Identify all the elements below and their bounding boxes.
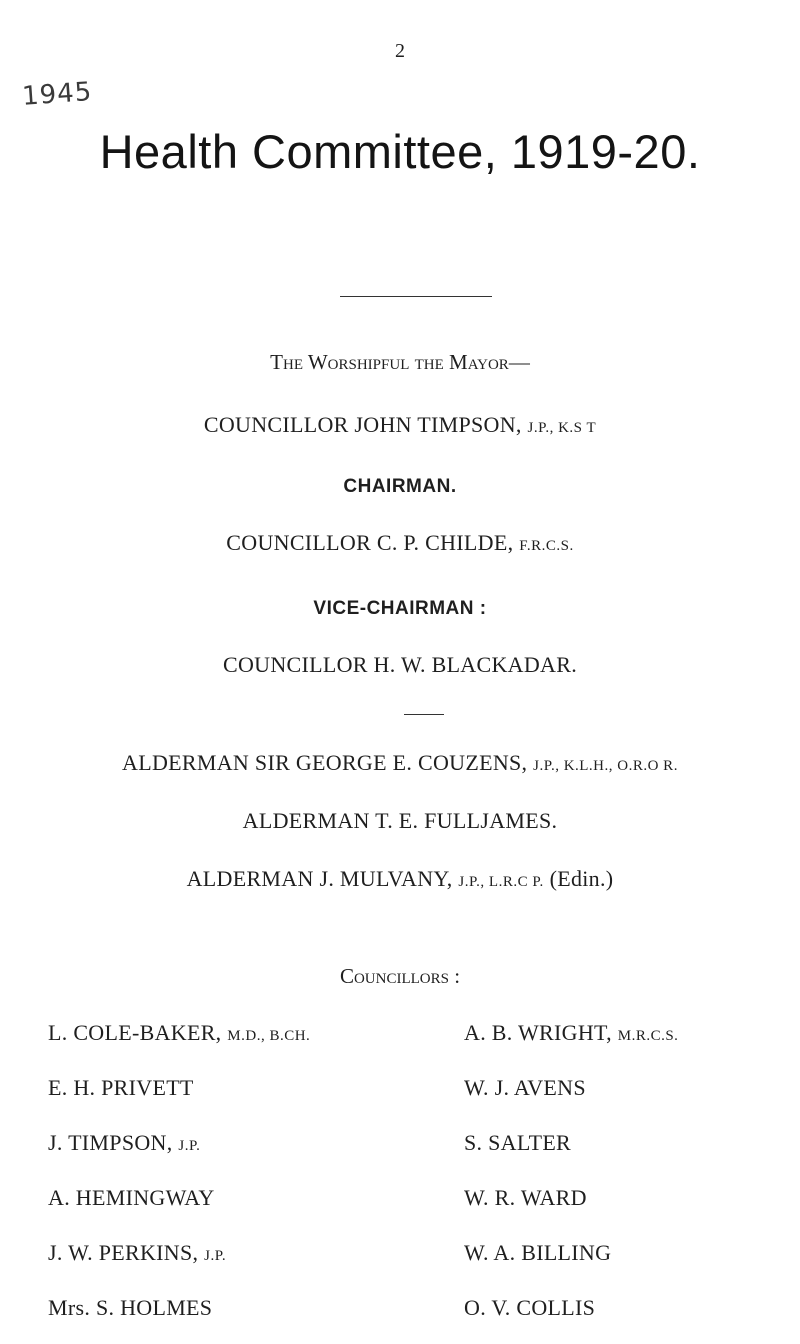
alderman-suffix: J.P., K.L.H., O.R.O R. <box>533 758 678 774</box>
mayor-name: COUNCILLOR JOHN TIMPSON, <box>203 412 522 437</box>
councillor-entry <box>464 1075 800 1101</box>
divider-rule <box>340 296 492 297</box>
councillor-entry <box>464 1240 800 1266</box>
councillor-suffix: J.P. <box>204 1248 227 1264</box>
divider-rule-short <box>404 714 444 715</box>
councillor-entry <box>48 1240 428 1266</box>
page-title: Health Committee, 1919-20. <box>99 125 701 178</box>
councillor-name: J. W. PERKINS, <box>48 1240 199 1265</box>
councillor-name: E. H. PRIVETT <box>48 1075 194 1100</box>
councillor-name: Mrs. S. HOLMES <box>48 1295 213 1320</box>
councillor-entry <box>48 1075 428 1101</box>
vice-chairman-name: COUNCILLOR H. W. BLACKADAR. <box>222 652 577 677</box>
alderman-entry <box>0 866 800 892</box>
councillor-name: L. COLE-BAKER, <box>48 1020 222 1045</box>
councillor-entry <box>48 1020 428 1046</box>
councillor-suffix: M.D., B.CH. <box>227 1028 311 1044</box>
alderman-name: ALDERMAN SIR GEORGE E. COUZENS, <box>122 750 528 775</box>
councillors-heading: Councillors : <box>339 964 461 988</box>
councillor-name: J. TIMPSON, <box>48 1130 173 1155</box>
mayor-name-line <box>0 412 800 438</box>
councillor-name: S. SALTER <box>464 1130 572 1155</box>
chairman-suffix: F.R.C.S. <box>519 538 574 554</box>
councillor-name: A. HEMINGWAY <box>48 1185 215 1210</box>
councillor-entry <box>464 1130 800 1156</box>
councillor-suffix: J.P. <box>178 1138 201 1154</box>
alderman-name: ALDERMAN J. MULVANY, <box>186 866 453 891</box>
alderman-entry <box>0 808 800 834</box>
councillor-entry <box>48 1185 428 1211</box>
alderman-suffix: J.P., L.R.C P. <box>458 874 544 890</box>
councillor-name: W. J. AVENS <box>464 1075 586 1100</box>
councillor-name: W. R. WARD <box>464 1185 587 1210</box>
councillor-entry <box>48 1130 428 1156</box>
councillor-entry <box>48 1295 428 1321</box>
chairman-name-line <box>0 530 800 556</box>
alderman-name: ALDERMAN T. E. FULLJAMES. <box>242 808 558 833</box>
chairman-name: COUNCILLOR C. P. CHILDE, <box>226 530 514 555</box>
page-number: 2 <box>395 40 405 62</box>
handwritten-note: 1945 <box>21 76 94 112</box>
chairman-heading: CHAIRMAN. <box>343 476 457 497</box>
councillor-name: O. V. COLLIS <box>464 1295 596 1320</box>
councillor-suffix: M.R.C.S. <box>617 1028 679 1044</box>
councillor-name: W. A. BILLING <box>464 1240 612 1265</box>
vice-chairman-heading: VICE-CHAIRMAN : <box>313 598 487 619</box>
councillor-entry <box>464 1020 800 1046</box>
councillor-name: A. B. WRIGHT, <box>464 1020 612 1045</box>
councillor-entry <box>464 1295 800 1321</box>
mayor-heading: The Worshipful the Mayor— <box>270 350 530 374</box>
alderman-tail: (Edin.) <box>549 866 614 891</box>
alderman-entry <box>0 750 800 776</box>
mayor-suffix: J.P., K.S T <box>527 420 597 436</box>
councillor-entry <box>464 1185 800 1211</box>
